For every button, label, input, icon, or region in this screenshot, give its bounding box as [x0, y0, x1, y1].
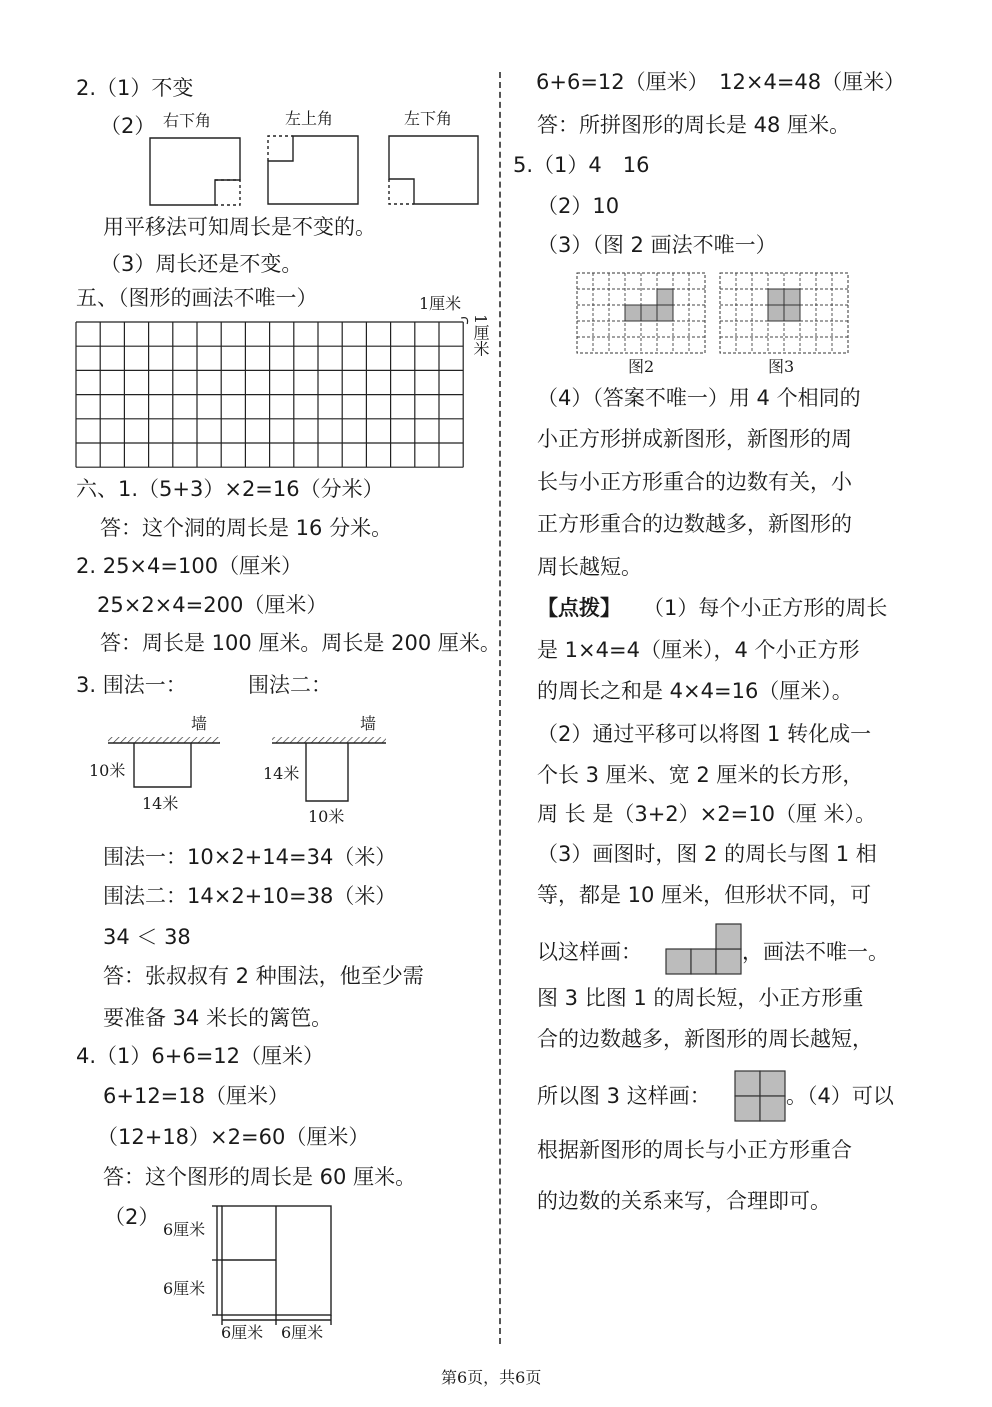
q4-1-line2: 6+12=18（厘米）	[103, 1084, 289, 1108]
q2-3-answer: （3）周长还是不变。	[100, 252, 303, 276]
figure-3-caption: 图3	[768, 357, 795, 376]
tip-draw3-b: 。（4）可以	[786, 1084, 894, 1108]
wall-label-1: 墙	[191, 714, 208, 733]
tip-line7: （3）画图时，图 2 的周长与图 1 相	[537, 842, 877, 866]
dim-label-left-bottom: 6厘米	[163, 1279, 206, 1298]
tip-draw-a: 以这样画：	[537, 940, 642, 964]
q2-2-label: （2）	[100, 114, 156, 138]
corner-label-3: 左下角	[404, 109, 453, 128]
q3-method1-heading: 3. 围法一：	[76, 673, 187, 697]
q2-1-answer: 2.（1）不变	[76, 76, 194, 100]
section-6-q1-answer: 答：这个洞的周长是 16 分米。	[100, 516, 393, 540]
q3-calc-method2: 围法二：14×2+10=38（米）	[103, 884, 397, 908]
tip-line2: 是 1×4=4（厘米），4 个小正方形	[537, 638, 860, 662]
section-6-q2-line1: 2. 25×4=100（厘米）	[76, 554, 303, 578]
section-5-title: 五、（图形的画法不唯一）	[76, 286, 318, 310]
section-6-q2-answer: 答：周长是 100 厘米。周长是 200 厘米。	[100, 631, 501, 655]
q4-1-line3: （12+18）×2=60（厘米）	[97, 1125, 370, 1149]
tip-end-line2: 的边数的关系来写，合理即可。	[537, 1189, 831, 1213]
fence2-bottom-label: 10米	[308, 807, 345, 826]
q5-4-line2: 小正方形拼成新图形，新图形的周	[537, 427, 852, 451]
q5-4-line1: （4）（答案不唯一）用 4 个相同的	[537, 386, 861, 410]
q4-1-line1: 4.（1）6+6=12（厘米）	[76, 1044, 325, 1068]
q3-answer-line1: 答：张叔叔有 2 种围法，他至少需	[103, 964, 424, 988]
right-top-calc: 6+6=12（厘米） 12×4=48（厘米）	[536, 70, 906, 94]
tip-draw3-a: 所以图 3 这样画：	[537, 1084, 711, 1108]
tip-tag: 【点拨】	[537, 596, 621, 620]
section-6-q1: 六、1.（5+3）×2=16（分米）	[76, 477, 384, 501]
section-6-q2-line2: 25×2×4=200（厘米）	[97, 593, 328, 617]
tip-end-line1: 根据新图形的周长与小正方形重合	[537, 1138, 852, 1162]
q5-4-line5: 周长越短。	[537, 555, 642, 579]
q5-4-line4: 正方形重合的边数越多，新图形的	[537, 512, 852, 536]
q4-2-label: （2）	[104, 1205, 160, 1229]
tip-line1: （1）每个小正方形的周长	[643, 596, 888, 620]
tip-line3: 的周长之和是 4×4=16（厘米）。	[537, 679, 853, 703]
dim-label-left-top: 6厘米	[163, 1220, 206, 1239]
corner-label-1: 右下角	[163, 111, 212, 130]
tip-line8: 等，都是 10 厘米，但形状不同，可	[537, 883, 872, 907]
corner-label-2: 左上角	[285, 109, 334, 128]
figure-2-caption: 图2	[628, 357, 655, 376]
tip-mid-line2: 合的边数越多，新图形的周长越短，	[537, 1027, 873, 1051]
tip-mid-line1: 图 3 比图 1 的周长短，小正方形重	[537, 986, 864, 1010]
q5-3-label: （3）（图 2 画法不唯一）	[537, 233, 777, 257]
tip-draw-b: ，画法不唯一。	[742, 940, 889, 964]
q5-1-answer: 5.（1）4 16	[513, 153, 650, 177]
fence1-side-label: 10米	[89, 761, 126, 780]
q3-answer-line2: 要准备 34 米长的篱笆。	[103, 1006, 333, 1030]
q2-translate-text: 用平移法可知周长是不变的。	[103, 215, 376, 239]
q3-comparison: 34 ＜ 38	[103, 925, 191, 949]
dim-label-bottom-right: 6厘米	[281, 1323, 324, 1342]
fence2-side-label: 14米	[263, 764, 300, 783]
wall-label-2: 墙	[360, 714, 377, 733]
q4-1-answer: 答：这个图形的周长是 60 厘米。	[103, 1165, 417, 1189]
q5-2-answer: （2）10	[537, 194, 620, 218]
tip-line6: 周 长 是（3+2）×2=10（厘 米）。	[537, 802, 877, 826]
q3-calc-method1: 围法一：10×2+14=34（米）	[103, 845, 397, 869]
q5-4-line3: 长与小正方形重合的边数有关，小	[537, 470, 852, 494]
grid-unit-label-side: 1厘米	[471, 314, 490, 357]
tip-line4: （2）通过平移可以将图 1 转化成一	[537, 722, 872, 746]
grid-unit-label-top: 1厘米	[419, 294, 462, 313]
q3-method2-heading: 围法二：	[248, 673, 332, 697]
tip-line5: 个长 3 厘米、宽 2 厘米的长方形，	[537, 763, 864, 787]
fence1-bottom-label: 14米	[142, 794, 179, 813]
page-footer: 第6页，共6页	[441, 1368, 542, 1387]
dim-label-bottom-left: 6厘米	[221, 1323, 264, 1342]
right-top-answer: 答：所拼图形的周长是 48 厘米。	[537, 113, 851, 137]
